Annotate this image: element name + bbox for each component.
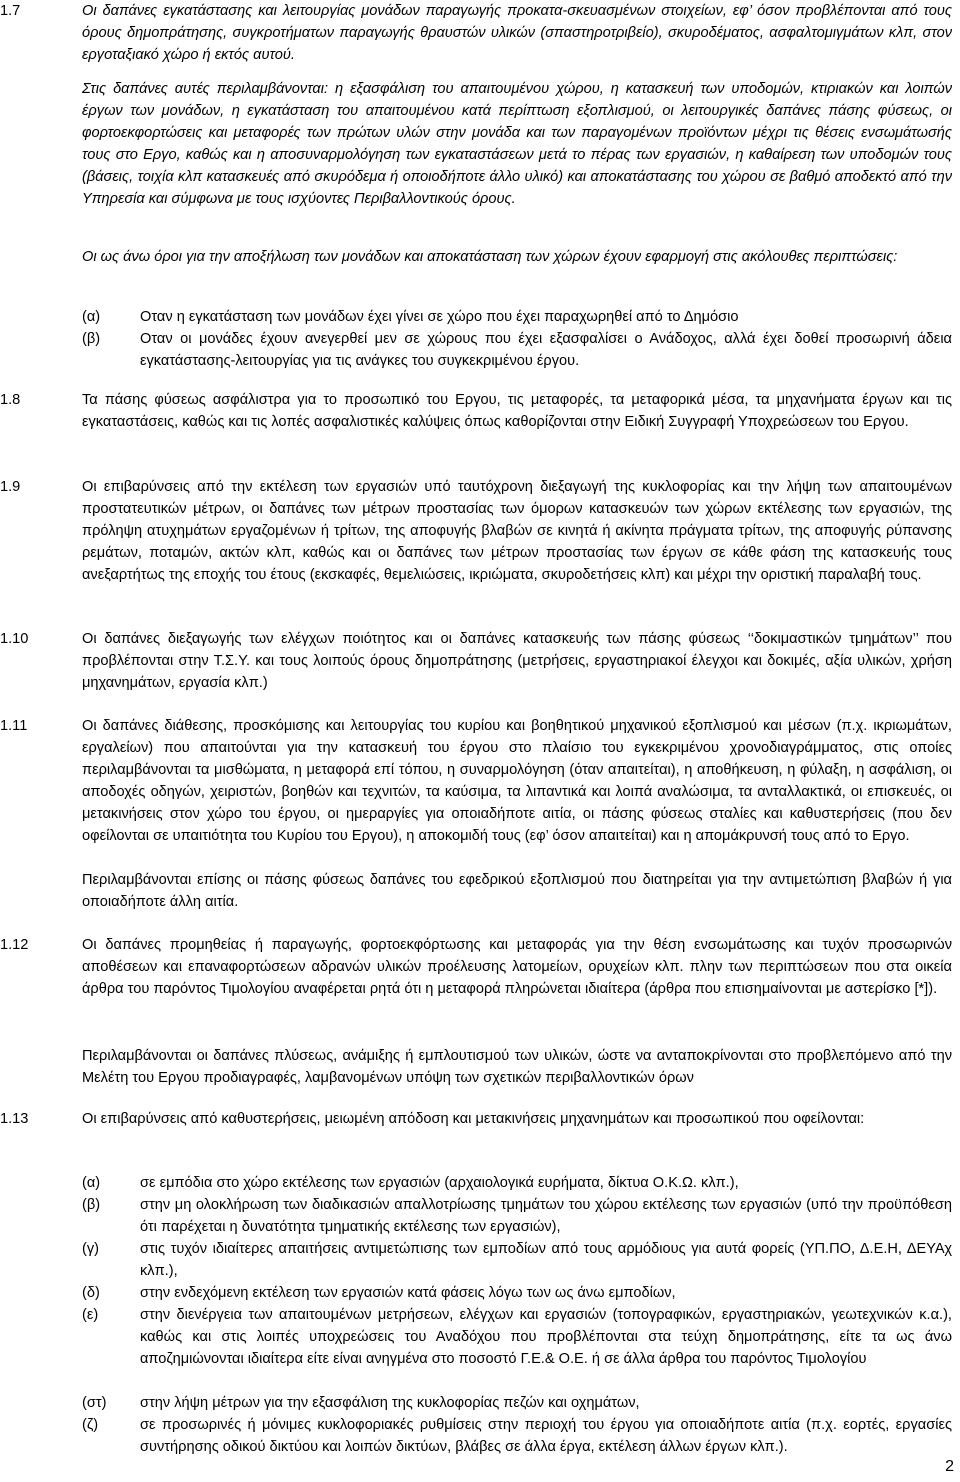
list-item-text: στις τυχόν ιδιαίτερες απαιτήσεις αντιμετώπισης των εμποδίων από τους αρμόδιους για αυτά φορείς (ΥΠ.ΠΟ, Δ.Ε.Η, ΔΕΥΑχ κλπ.), xyxy=(140,1241,952,1279)
page-number: 2 xyxy=(945,1458,954,1475)
list-item-text: σε εμπόδια στο χώρο εκτέλεσης των εργασιών (αρχαιολογικά ευρήματα, δίκτυα Ο.Κ.Ω. κλπ.), xyxy=(140,1175,739,1191)
list-item-text: σε προσωρινές ή μόνιμες κυκλοφοριακές ρυθμίσεις στην περιοχή του έργου για οποιαδήποτε αιτία (π.χ. εορτές, εργασίες συντήρησης οδικού δικτύου και λοιπών δικτύων, βλάβες σε άλλα έργα, εκτέλεση άλλων έργων κλπ.). xyxy=(140,1417,952,1455)
list-item-label: (δ) xyxy=(82,1285,100,1301)
section-number: 1.8 xyxy=(0,392,21,408)
section-paragraph: Οι δαπάνες διεξαγωγής των ελέγχων ποιότητος και οι δαπάνες κατασκευής των πάσης φύσεως ‘‘δοκιμαστικών τμημάτων’’ που προβλέπονται στην Τ.Σ.Υ. και τους λοιπούς όρους δημοπράτησης (μετρήσεις, εργαστηριακοί έλεγχοι και δοκιμές, αξία υλικών, χρήση μηχανημάτων, εργασία κλπ.) xyxy=(82,631,952,691)
list-item-label: (στ) xyxy=(82,1395,107,1411)
section-number: 1.12 xyxy=(0,937,29,953)
list-item-label: (α) xyxy=(82,309,101,325)
section-paragraph: Τα πάσης φύσεως ασφάλιστρα για το προσωπικό του Εργου, τις μεταφορές, τα μεταφορικά μέσα, τα μηχανήματα έργων και τις εγκαταστάσεις, καθώς και τις λοπές ασφαλιστικές καλύψεις όπως καθορίζονται στην Ειδική Συγγραφή Υποχρεώσεων του Εργου. xyxy=(82,392,952,430)
list-item-text: στην μη ολοκλήρωση των διαδικασιών απαλλοτρίωσης τμημάτων του χώρου εκτέλεσης των εργασιών (υπό την προϋπόθεση ότι παρέχεται η δυνατότητα τμηματικής εκτέλεσης των εργασιών), xyxy=(140,1197,952,1235)
list-item-label: (ε) xyxy=(82,1307,99,1323)
list-item-label: (ζ) xyxy=(82,1417,99,1433)
section-paragraph: Οι επιβαρύνσεις από την εκτέλεση των εργασιών υπό ταυτόχρονη διεξαγωγή της κυκλοφορίας και την λήψη των απαιτουμένων προστατευτικών μέτρων, οι δαπάνες των μέτρων προστασίας των όμορων κατασκευών των χώρων εκτέλεσης των εργασιών, της πρόληψη ατυχημάτων εργαζομένων ή τρίτων, της αποφυγής βλαβών σε κινητά ή ακίνητα πράγματα τρίτων, της αποφυγής ρύπανσης ρεμάτων, ποταμών, ακτών κλπ, καθώς και οι δαπάνες των μέτρων προστασίας των έργων σε κάθε φάση της κατασκευής τους ανεξαρτήτως της εποχής του έτους (εκσκαφές, θεμελιώσεις, ικριώματα, σκυροδετήσεις κλπ) και μέχρι την οριστική παραλαβή τους. xyxy=(82,479,952,583)
section-paragraph: Περιλαμβάνονται επίσης οι πάσης φύσεως δαπάνες του εφεδρικού εξοπλισμού που διατηρείται για την αντιμετώπιση βλαβών ή για οποιαδήποτε άλλη αιτία. xyxy=(82,872,952,910)
list-item-label: (β) xyxy=(82,1197,101,1213)
list-item-text: Οταν η εγκατάσταση των μονάδων έχει γίνει σε χώρο που έχει παραχωρηθεί από το Δημόσιο xyxy=(140,309,739,325)
list-item-text: στην διενέργεια των απαιτουμένων μετρήσεων, ελέγχων και εργασιών (τοπογραφικών, εργαστηριακών, γεωτεχνικών κ.α.), καθώς και στις λοιπές υποχρεώσεις του Αναδόχου που προβλέπονται στα τεύχη δημοπράτησης, είτε τα ως άνω αποζημιώνονται ιδιαίτερα είτε είναι ανηγμένα στο ποσοστό Γ.Ε.& Ο.Ε. ή σε άλλα άρθρα του παρόντος Τιμολογίου xyxy=(140,1307,952,1367)
section-number: 1.13 xyxy=(0,1111,29,1127)
section-paragraph: Οι επιβαρύνσεις από καθυστερήσεις, μειωμένη απόδοση και μετακινήσεις μηχανημάτων και προσωπικού που οφείλονται: xyxy=(82,1111,865,1127)
list-item-label: (α) xyxy=(82,1175,101,1191)
list-item-label: (γ) xyxy=(82,1241,100,1257)
section-number: 1.10 xyxy=(0,631,29,647)
section-paragraph: Στις δαπάνες αυτές περιλαμβάνονται: η εξασφάλιση του απαιτουμένου χώρου, η κατασκευή των υποδομών, κτιριακών και λοιπών έργων των μονάδων, η εγκατάσταση του απαιτουμένου κατά περίπτωση εξοπλισμού, οι λειτουργικές δαπάνες πάσης φύσεως, οι φορτοεκφορτώσεις και μεταφορές των πρώτων υλών στην μονάδα και των παραγομένων προϊόντων μέχρι τις θέσεις ενσωμάτωσής τους στο Εργο, καθώς και η αποσυναρμολόγηση των εγκαταστάσεων μετά το πέρας των εργασιών, η καθαίρεση των υποδομών τους (βάσεις, τοιχία κλπ κατασκευές από σκυρόδεμα ή οποιοδήποτε άλλο υλικό) και αποκατάστασης του χώρου σε βαθμό αποδεκτό από την Υπηρεσία και σύμφωνα με τους ισχύοντες Περιβαλλοντικούς όρους. xyxy=(82,81,952,207)
section-number: 1.9 xyxy=(0,479,21,495)
list-item-text: Οταν οι μονάδες έχουν ανεγερθεί μεν σε χώρους που έχει εξασφαλίσει ο Ανάδοχος, αλλά έχει δοθεί προσωρινή άδεια εγκατάστασης-λειτουργίας για τις ανάγκες του συγκεκριμένου έργου. xyxy=(140,331,952,369)
list-item-text: στην λήψη μέτρων για την εξασφάλιση της κυκλοφορίας πεζών και οχημάτων, xyxy=(140,1395,640,1411)
list-item-text: στην ενδεχόμενη εκτέλεση των εργασιών κατά φάσεις λόγω των ως άνω εμποδίων, xyxy=(140,1285,676,1301)
section-number: 1.7 xyxy=(0,3,21,19)
section-paragraph: Οι ως άνω όροι για την αποξήλωση των μονάδων και αποκατάσταση των χώρων έχουν εφαρμογή στις ακόλουθες περιπτώσεις: xyxy=(82,249,898,265)
section-number: 1.11 xyxy=(0,718,28,734)
section-paragraph: Περιλαμβάνονται οι δαπάνες πλύσεως, ανάμιξης ή εμπλουτισμού των υλικών, ώστε να ανταποκρίνονται στο προβλεπόμενο από την Μελέτη του Εργου προδιαγραφές, λαμβανομένων υπόψη των σχετικών περιβαλλοντικών όρων xyxy=(82,1048,952,1086)
section-paragraph: Οι δαπάνες προμηθείας ή παραγωγής, φορτοεκφόρτωσης και μεταφοράς για την θέση ενσωμάτωσης και τυχόν προσωρινών αποθέσεων και επαναφορτώσεων αδρανών υλικών προέλευσης λατομείων, ορυχείων κλπ. πλην των περιπτώσεων που στα οικεία άρθρα του παρόντος Τιμολογίου αναφέρεται ρητά ότι η μεταφορά πληρώνεται ιδιαίτερα (άρθρα που επισημαίνονται με αστερίσκο [*]). xyxy=(82,937,952,997)
list-item-label: (β) xyxy=(82,331,101,347)
section-paragraph: Οι δαπάνες διάθεσης, προσκόμισης και λειτουργίας του κυρίου και βοηθητικού μηχανικού εξοπλισμού και μέσων (π.χ. ικριωμάτων, εργαλείων) που απαιτούνται για την κατασκευή του έργου στο πλαίσιο του εγκεκριμένου χρονοδιαγράμματος, στις οποίες περιλαμβάνονται τα μισθώματα, η μεταφορά επί τόπου, η συναρμολόγηση (όταν απαιτείται), η αποθήκευση, η φύλαξη, η ασφάλιση, οι αποδοχές οδηγών, χειριστών, βοηθών και τεχνιτών, τα καύσιμα, τα λιπαντικά και λοιπά αναλώσιμα, τα ανταλλακτικά, οι επισκευές, οι μετακινήσεις στον χώρο του έργου, οι ημεραργίες για οποιαδήποτε αιτία, οι πάσης φύσεως σταλίες και καθυστερήσεις (που δεν οφείλονται σε υπαιτιότητα του Κυρίου του Εργου), η αποκομιδή τους (εφ’ όσον απαιτείται) και η απομάκρυνσή τους από το Εργο. xyxy=(82,718,952,844)
section-paragraph: Οι δαπάνες εγκατάστασης και λειτουργίας μονάδων παραγωγής προκατα-σκευασμένων στοιχείων, εφ’ όσον προβλέπονται από τους όρους δημοπράτησης, συγκροτήματων παραγωγής θραυστών υλικών (σπαστηροτριβείο), σκυροδέματος, ασφαλτομιγμάτων κλπ, στον εργοταξιακό χώρο ή εκτός αυτού. xyxy=(82,3,952,63)
